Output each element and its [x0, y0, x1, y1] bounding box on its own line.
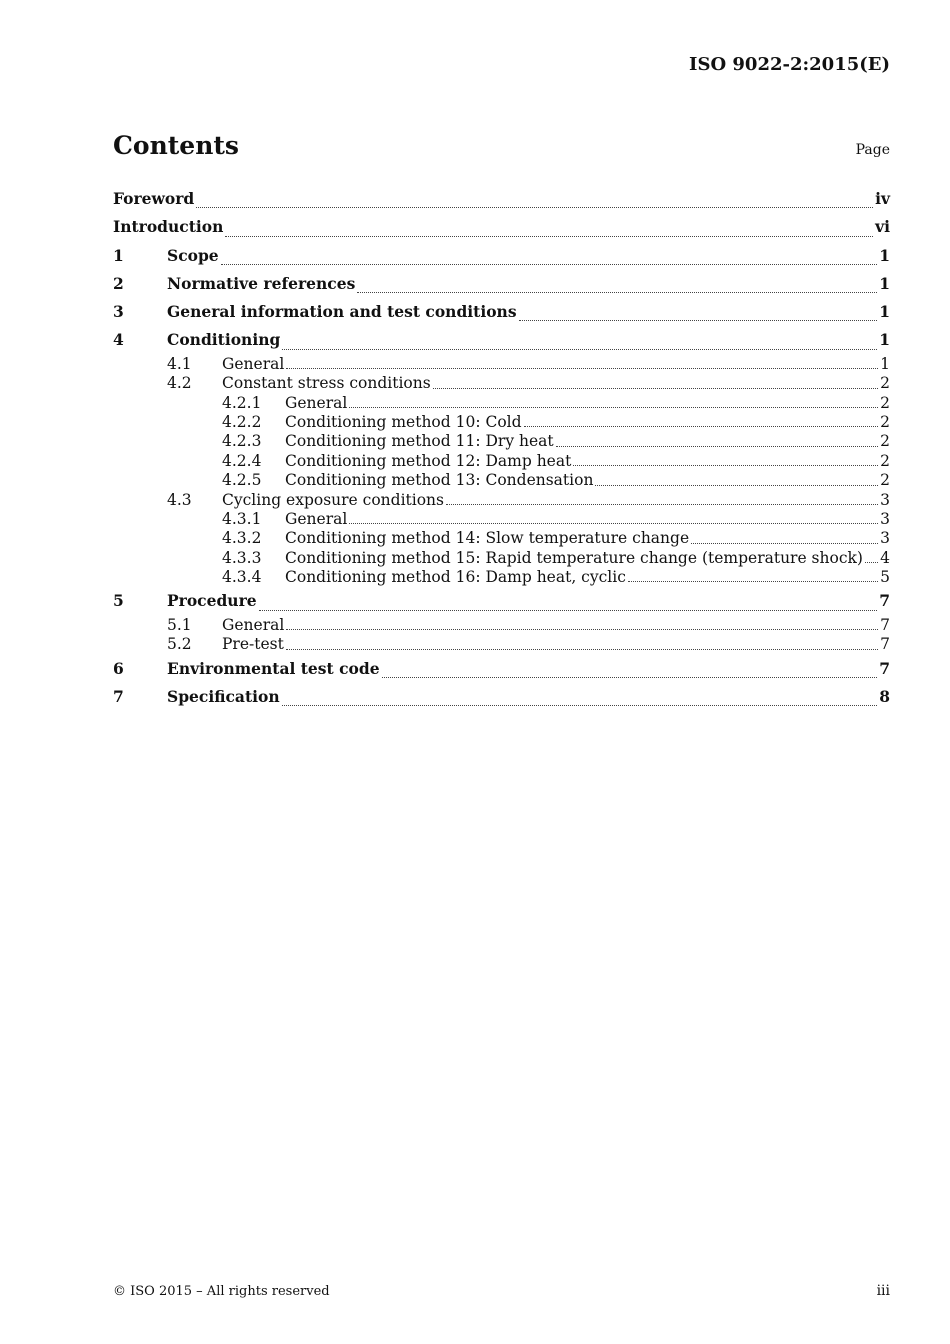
toc-entry-title: Environmental test code [167, 658, 380, 678]
dot-leader [595, 485, 878, 486]
toc-entry-page: 2 [880, 432, 890, 451]
document-id: ISO 9022-2:2015(E) [689, 54, 890, 75]
toc-entry-page: 2 [880, 374, 890, 393]
toc-entry-title: Conditioning [167, 330, 281, 350]
dot-leader [556, 446, 879, 447]
toc-entry-number: 4.2.2 [222, 412, 262, 431]
toc-entry-4-2-3[interactable] [113, 432, 890, 451]
toc-entry-title: Conditioning method 11: Dry heat [285, 432, 554, 451]
dot-leader [282, 349, 877, 350]
dot-leader [433, 388, 878, 389]
toc-entry-page: 2 [880, 412, 890, 431]
toc-entry-4-3-2[interactable] [113, 529, 890, 548]
toc-entry-number: 6 [113, 658, 124, 678]
toc-entry-number: 4.2.5 [222, 471, 262, 490]
toc-entry-title: Conditioning method 14: Slow temperature change [285, 529, 690, 548]
toc-entry-number: 4.2.4 [222, 451, 262, 470]
toc-entry-page: 1 [879, 330, 890, 350]
toc-entry-number: 5 [113, 591, 124, 611]
toc-entry-title: Cycling exposure conditions [222, 490, 444, 509]
toc-entry-title: Scope [167, 245, 219, 265]
toc-entry-number: 4.2.3 [222, 432, 262, 451]
toc-entry-5-2[interactable] [113, 635, 890, 654]
dot-leader [382, 677, 878, 678]
toc-entry-page: 3 [880, 529, 890, 548]
toc-entry-foreword[interactable] [113, 185, 890, 213]
toc-entry-number: 4.3 [167, 490, 192, 509]
toc-entry-environmental-test-code[interactable] [113, 655, 890, 683]
toc-entry-page: 1 [880, 354, 890, 373]
toc-entry-number: 4.3.3 [222, 548, 262, 567]
dot-leader [221, 264, 878, 265]
toc-entry-number: 1 [113, 245, 124, 265]
dot-leader [286, 649, 878, 650]
dot-leader [349, 523, 878, 524]
toc-entry-page: iv [875, 189, 890, 208]
toc-entry-4-2-4[interactable] [113, 452, 890, 471]
toc-entry-page: 7 [880, 635, 890, 654]
dot-leader [349, 407, 878, 408]
toc-entry-page: 1 [879, 302, 890, 322]
toc-entry-title: General [222, 354, 285, 373]
toc-entry-general-information[interactable] [113, 298, 890, 326]
toc-entry-title: General [285, 393, 348, 412]
toc-entry-4-2[interactable] [113, 374, 890, 393]
toc-entry-number: 5.2 [167, 635, 192, 654]
toc-entry-page: 1 [879, 245, 890, 265]
toc-entry-title: General information and test conditions [167, 302, 517, 322]
toc-entry-title: Normative references [167, 273, 356, 293]
toc-entry-page: 7 [879, 658, 890, 678]
toc-entry-5-1[interactable] [113, 616, 890, 635]
toc-entry-page: 5 [880, 568, 890, 587]
dot-leader [524, 426, 879, 427]
toc-entry-4-2-2[interactable] [113, 413, 890, 432]
toc-entry-title: Conditioning method 10: Cold [285, 412, 522, 431]
page-column-label: Page [855, 142, 890, 158]
dot-leader [865, 562, 878, 563]
toc-entry-title: General [222, 615, 285, 634]
dot-leader [286, 368, 878, 369]
toc-entry-specification[interactable] [113, 683, 890, 711]
toc-entry-number: 3 [113, 302, 124, 322]
toc-entry-page: 7 [879, 591, 890, 611]
toc-entry-title: Conditioning method 13: Condensation [285, 471, 594, 490]
toc-entry-number: 4 [113, 330, 124, 350]
dot-leader [357, 292, 877, 293]
toc-entry-number: 5.1 [167, 615, 192, 634]
toc-entry-conditioning[interactable] [113, 326, 890, 354]
toc-entry-page: 2 [880, 393, 890, 412]
toc-entry-title: Introduction [113, 217, 224, 237]
dot-leader [691, 543, 878, 544]
toc-entry-introduction[interactable] [113, 213, 890, 241]
dot-leader [628, 581, 878, 582]
dot-leader [196, 207, 873, 208]
dot-leader [225, 236, 873, 237]
toc-entry-title: Constant stress conditions [222, 374, 431, 393]
dot-leader [282, 705, 878, 706]
toc-entry-4-3[interactable] [113, 491, 890, 510]
toc-entry-page: 4 [880, 548, 890, 567]
toc-entry-scope[interactable] [113, 242, 890, 270]
toc-entry-page: 2 [880, 451, 890, 470]
toc-entry-normative-references[interactable] [113, 270, 890, 298]
page-title: Contents [113, 131, 240, 160]
toc-entry-title: Conditioning method 16: Damp heat, cyclic [285, 568, 626, 587]
toc-entry-4-2-5[interactable] [113, 471, 890, 490]
toc-entry-title: Specification [167, 686, 280, 706]
toc-entry-4-1[interactable] [113, 355, 890, 374]
page-number: iii [876, 1283, 890, 1299]
toc-entry-title: Conditioning method 15: Rapid temperature change (temperature shock) [285, 548, 863, 567]
toc-entry-title: Pre-test [222, 635, 284, 654]
dot-leader [446, 504, 878, 505]
toc-entry-4-3-1[interactable] [113, 510, 890, 529]
toc-entry-page: 8 [879, 686, 890, 706]
toc-entry-number: 4.2 [167, 374, 192, 393]
dot-leader [259, 610, 878, 611]
toc-entry-title: General [285, 509, 348, 528]
toc-entry-page: 2 [880, 471, 890, 490]
dot-leader [519, 320, 878, 321]
toc-entry-4-3-4[interactable] [113, 568, 890, 587]
toc-entry-procedure[interactable] [113, 587, 890, 615]
copyright-notice: © ISO 2015 – All rights reserved [113, 1284, 330, 1299]
toc-entry-number: 4.2.1 [222, 393, 262, 412]
table-of-contents [113, 185, 890, 711]
toc-entry-title: Foreword [113, 189, 195, 208]
toc-entry-page: 3 [880, 490, 890, 509]
dot-leader [286, 629, 878, 630]
toc-entry-4-3-3[interactable] [113, 549, 890, 568]
toc-entry-page: 3 [880, 509, 890, 528]
toc-entry-page: 7 [880, 615, 890, 634]
toc-entry-number: 7 [113, 686, 124, 706]
dot-leader [573, 465, 878, 466]
toc-entry-page: vi [875, 217, 890, 237]
toc-entry-4-2-1[interactable] [113, 394, 890, 413]
toc-entry-page: 1 [879, 273, 890, 293]
toc-entry-number: 4.3.2 [222, 529, 262, 548]
toc-entry-title: Conditioning method 12: Damp heat [285, 451, 572, 470]
toc-entry-number: 4.3.1 [222, 509, 262, 528]
toc-entry-number: 4.1 [167, 354, 192, 373]
toc-entry-number: 4.3.4 [222, 568, 262, 587]
toc-entry-title: Procedure [167, 591, 257, 611]
toc-entry-number: 2 [113, 273, 124, 293]
